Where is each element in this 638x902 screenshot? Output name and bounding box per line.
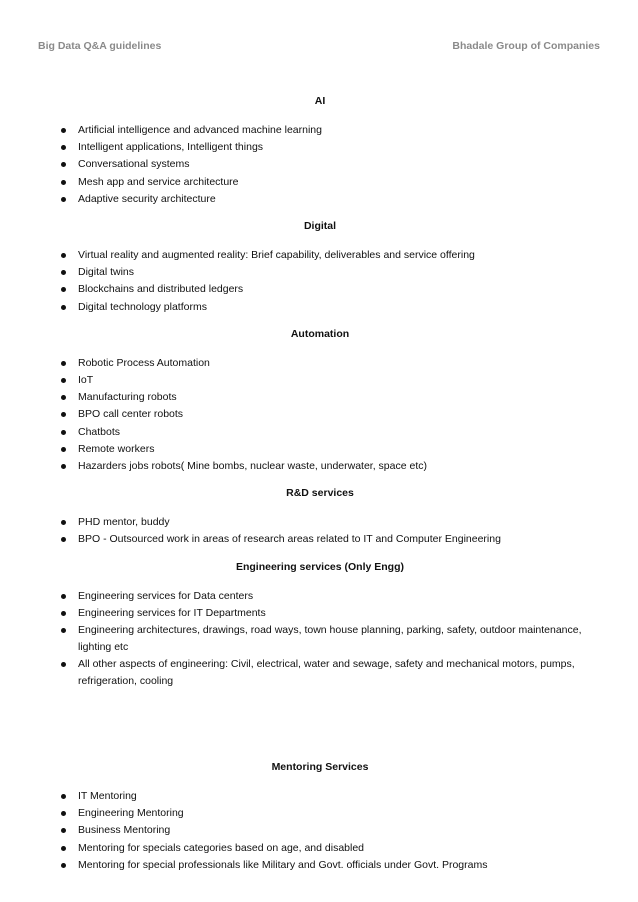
list-item: Digital technology platforms bbox=[60, 299, 600, 316]
list-item: PHD mentor, buddy bbox=[60, 514, 600, 531]
section-title: Engineering services (Only Engg) bbox=[235, 560, 405, 573]
section-ai bbox=[60, 94, 600, 208]
section-title: Automation bbox=[290, 327, 350, 340]
list-item: Adaptive security architecture bbox=[60, 191, 600, 208]
bullet-list bbox=[60, 247, 600, 316]
list-item: Chatbots bbox=[60, 424, 600, 441]
section-rnd-services bbox=[60, 486, 600, 548]
section-title: Mentoring Services bbox=[271, 761, 369, 774]
list-item: Engineering architectures, drawings, road ways, town house planning, parking, safety, outdoor maintenance, lighting etc bbox=[60, 622, 600, 656]
section-mentoring-services bbox=[60, 760, 600, 874]
section-title: R&D services bbox=[286, 487, 354, 500]
page-header bbox=[38, 40, 600, 54]
section-title: AI bbox=[314, 95, 326, 107]
list-item: BPO call center robots bbox=[60, 406, 600, 423]
list-item: Mentoring for special professionals like Military and Govt. officials under Govt. Programs bbox=[60, 857, 600, 874]
list-item: Mesh app and service architecture bbox=[60, 174, 600, 191]
bullet-list bbox=[60, 788, 600, 874]
bullet-list bbox=[60, 588, 600, 690]
list-item: Conversational systems bbox=[60, 156, 600, 173]
list-item: IT Mentoring bbox=[60, 788, 600, 805]
list-item: Virtual reality and augmented reality: Brief capability, deliverables and service offering bbox=[60, 247, 600, 264]
bullet-list bbox=[60, 514, 600, 548]
header-company-name: Bhadale Group of Companies bbox=[452, 40, 600, 52]
list-item: Engineering services for Data centers bbox=[60, 588, 600, 605]
list-item: Intelligent applications, Intelligent things bbox=[60, 139, 600, 156]
list-item: Robotic Process Automation bbox=[60, 355, 600, 372]
section-title: Digital bbox=[303, 220, 337, 233]
section-automation bbox=[60, 327, 600, 475]
list-item: Hazarders jobs robots( Mine bombs, nuclear waste, underwater, space etc) bbox=[60, 458, 600, 475]
list-item: Engineering Mentoring bbox=[60, 805, 600, 822]
bullet-list bbox=[60, 122, 600, 208]
document-body bbox=[60, 94, 600, 885]
section-engineering-services bbox=[60, 560, 600, 690]
blank-space bbox=[60, 701, 600, 760]
list-item: All other aspects of engineering: Civil, electrical, water and sewage, safety and mechanical motors, pumps, refrigeration, cooling bbox=[60, 656, 600, 690]
list-item: IoT bbox=[60, 372, 600, 389]
list-item: Blockchains and distributed ledgers bbox=[60, 281, 600, 298]
list-item: Mentoring for specials categories based on age, and disabled bbox=[60, 840, 600, 857]
section-digital bbox=[60, 219, 600, 316]
list-item: Digital twins bbox=[60, 264, 600, 281]
list-item: Manufacturing robots bbox=[60, 389, 600, 406]
list-item: Remote workers bbox=[60, 441, 600, 458]
list-item: Business Mentoring bbox=[60, 822, 600, 839]
list-item: Engineering services for IT Departments bbox=[60, 605, 600, 622]
bullet-list bbox=[60, 355, 600, 475]
header-document-title: Big Data Q&A guidelines bbox=[38, 40, 162, 52]
list-item: Artificial intelligence and advanced machine learning bbox=[60, 122, 600, 139]
list-item: BPO - Outsourced work in areas of research areas related to IT and Computer Engineering bbox=[60, 531, 600, 548]
